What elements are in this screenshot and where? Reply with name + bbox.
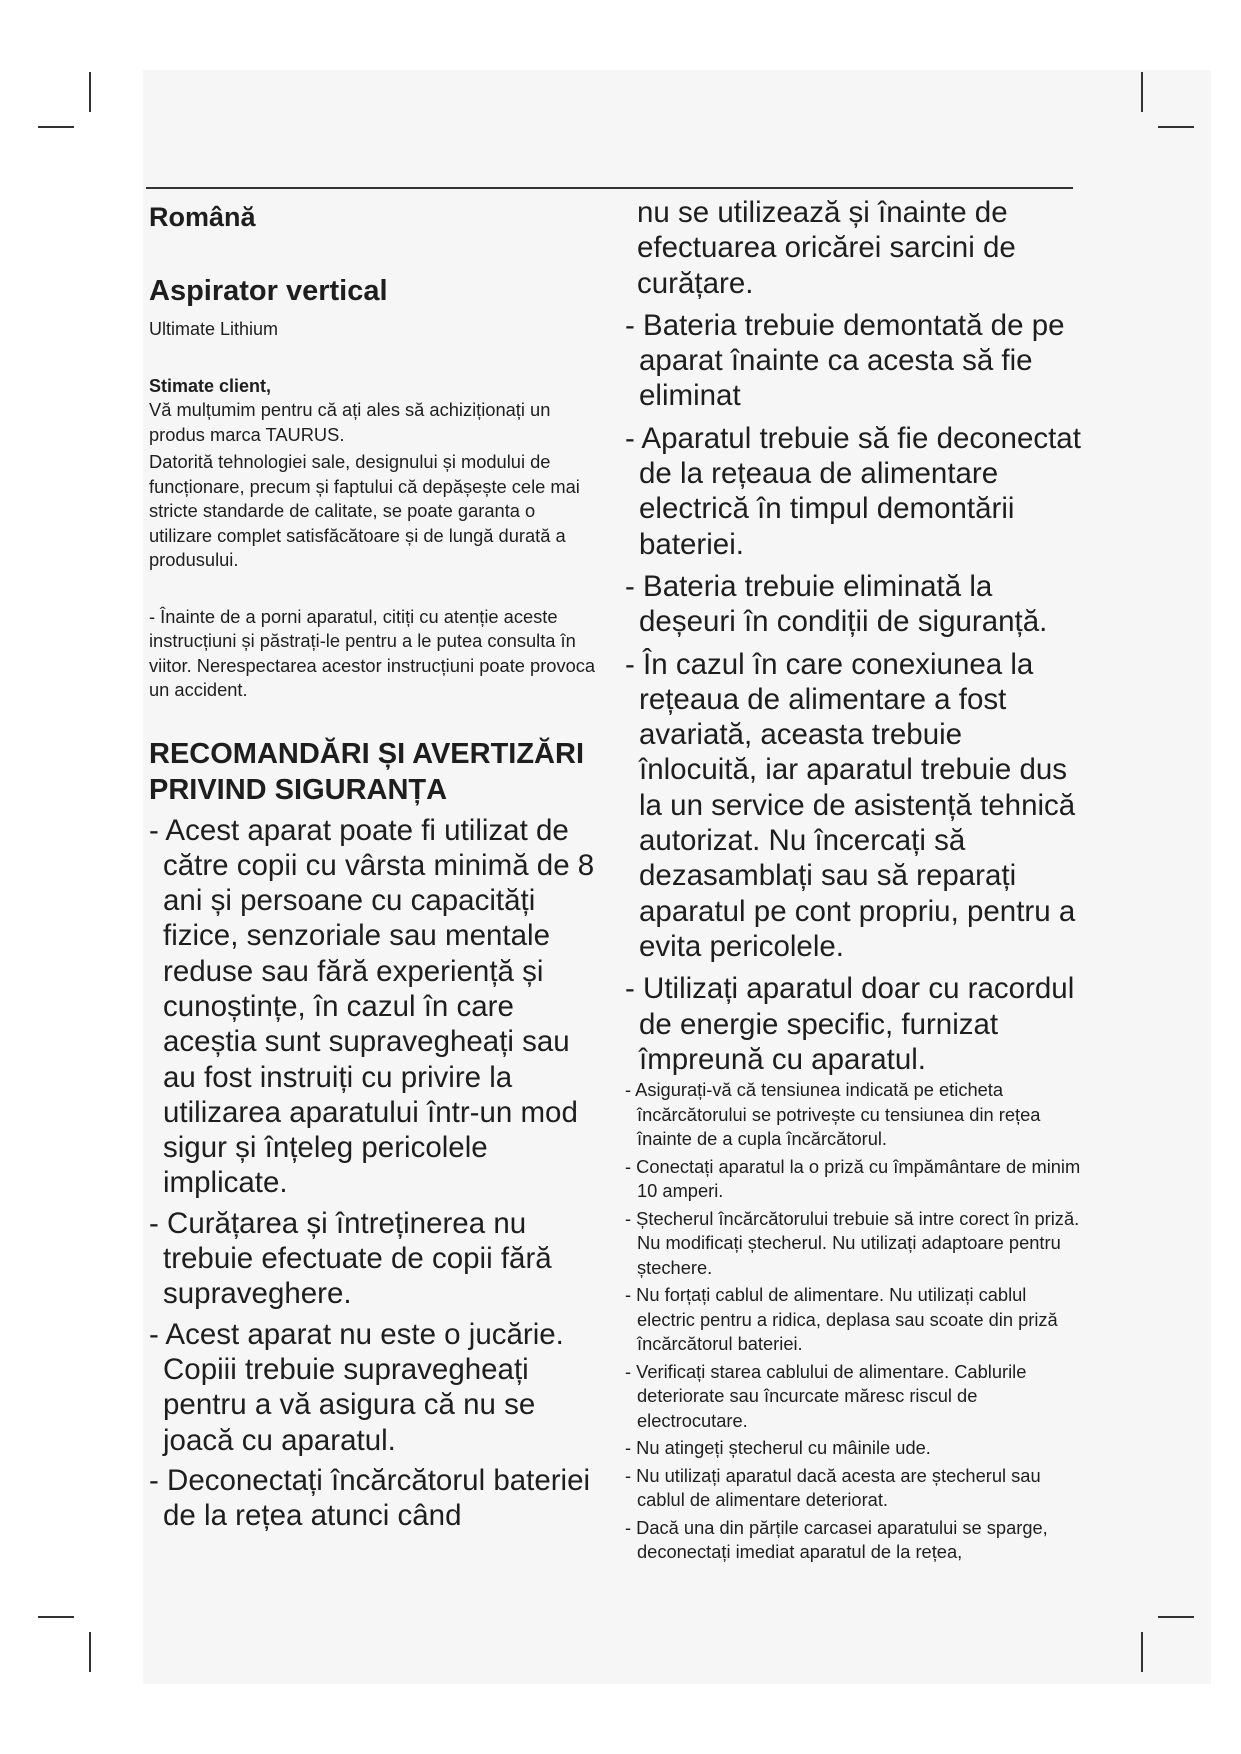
safety-item-small: - Asigurați-vă că tensiunea indicată pe eticheta încărcătorului se potrivește cu tensiunea din rețea înainte de a cupla încărcătorul. xyxy=(625,1079,1041,1150)
header-rule xyxy=(146,187,1073,189)
safety-item: - În cazul în care conexiunea la rețeaua de alimentare a fost avariată, aceasta trebuie înlocuită, iar aparatul trebuie dus la un service de asistență tehnică autorizat. Nu încercați să dezasamblați sau să reparați aparatul pe cont propriu, pentru a evita pericolele. xyxy=(625,647,1076,963)
crop-mark xyxy=(89,1632,91,1672)
product-title: Aspirator vertical xyxy=(149,275,388,307)
greeting: Stimate client, xyxy=(149,376,272,396)
safety-item-small: - Nu utilizați aparatul dacă acesta are ștecherul sau cablul de alimentare deteriorat. xyxy=(625,1464,1041,1511)
safety-item: - Acest aparat nu este o jucărie. Copiii trebuie supravegheați pentru a vă asigura că nu se joacă cu aparatul. xyxy=(149,1317,564,1457)
safety-item-small: - Dacă una din părțile carcasei aparatului se sparge, deconectați imediat aparatul de la rețea, xyxy=(625,1516,1048,1563)
safety-item: - Bateria trebuie demontată de pe aparat înainte ca acesta să fie eliminat xyxy=(625,308,1065,413)
crop-mark xyxy=(1141,72,1143,112)
intro-warning: - Înainte de a porni aparatul, citiți cu atenție aceste instrucțiuni și păstrați-le pentru a le putea consulta în viitor. Nerespectarea acestor instrucțiuni poate provoca un accident. xyxy=(149,605,596,700)
safety-item-continuation: nu se utilizează și înainte de efectuarea oricărei sarcini de curățare. xyxy=(637,196,1016,300)
safety-item: - Bateria trebuie eliminată la deșeuri în condiții de siguranță. xyxy=(625,569,1048,639)
safety-item: - Utilizați aparatul doar cu racordul de energie specific, furnizat împreună cu aparatul. xyxy=(625,972,1075,1076)
safety-item-small: - Ștecherul încărcătorului trebuie să intre corect în priză. Nu modificați ștecherul. Nu utilizați adaptoare pentru ștechere. xyxy=(625,1207,1080,1278)
safety-item: - Deconectați încărcătorul bateriei de la rețea atunci când xyxy=(149,1463,591,1533)
safety-item-small: - Nu forțați cablul de alimentare. Nu utilizați cablul electric pentru a ridica, deplasa sau scoate din priză încărcătorul bateriei. xyxy=(625,1284,1058,1355)
right-column xyxy=(625,195,1085,1565)
crop-mark xyxy=(38,1616,74,1618)
model-name: Ultimate Lithium xyxy=(149,319,279,339)
crop-mark xyxy=(38,126,74,128)
safety-item-small: - Conectați aparatul la o priză cu împământare de minim 10 amperi. xyxy=(625,1155,1081,1202)
safety-item-small: - Verificați starea cablului de alimentare. Cablurile deteriorate sau încurcate măresc riscul de electrocutare. xyxy=(625,1360,1027,1431)
intro-paragraph: Vă mulțumim pentru că ați ales să achiziționați un produs marca TAURUS. xyxy=(149,399,551,445)
crop-mark xyxy=(1158,126,1194,128)
safety-item: - Curățarea și întreținerea nu trebuie efectuate de copii fără supraveghere. xyxy=(149,1206,552,1311)
crop-mark xyxy=(1141,1632,1143,1672)
safety-item: - Acest aparat poate fi utilizat de către copii cu vârsta minimă de 8 ani și persoane cu capacități fizice, senzoriale sau mentale reduse sau fără experiență și cunoștințe, în cazul în care aceștia sunt supravegheați sau au fost instruiți cu privire la utilizarea aparatului într-un mod sigur și înțeleg pericolele implicate. xyxy=(149,813,595,1200)
crop-mark xyxy=(1158,1616,1194,1618)
safety-item-small: - Nu atingeți ștecherul cu mâinile ude. xyxy=(625,1437,931,1459)
intro-paragraph: Datorită tehnologiei sale, designului și modului de funcționare, precum și faptului că depășește cele mai stricte standarde de calitate, se poate garanta o utilizare complet satisfăcătoare și de lungă durată a produsului. xyxy=(149,451,580,570)
safety-item: - Aparatul trebuie să fie deconectat de la rețeaua de alimentare electrică în timpul demontării bateriei. xyxy=(625,421,1081,561)
language-heading: Română xyxy=(149,202,256,232)
left-column xyxy=(149,195,599,1533)
safety-section-title: RECOMANDĂRI ȘI AVERTIZĂRI PRIVIND SIGURANȚA xyxy=(149,737,584,806)
crop-mark xyxy=(89,72,91,112)
